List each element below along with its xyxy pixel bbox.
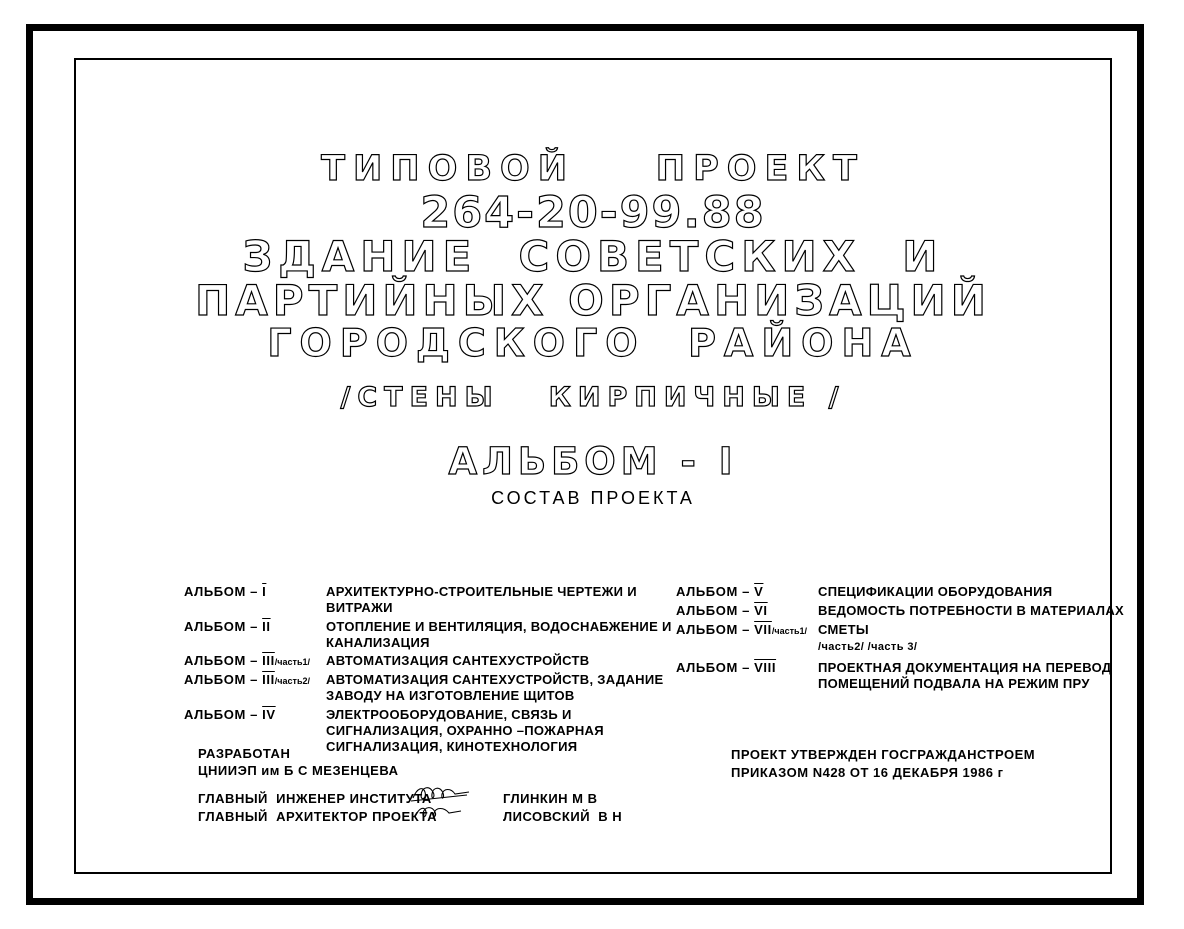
list-item: [184, 672, 704, 704]
signature-name: ЛИСОВСКИЙ В Н: [503, 808, 623, 824]
list-item: [184, 653, 704, 669]
album-entry-extra-parts: /часть2/ /часть 3/: [818, 640, 918, 653]
contents-column-right: [676, 584, 1176, 695]
list-item: [676, 660, 1176, 692]
signature-role: ГЛАВНЫЙ АРХИТЕКТОР ПРОЕКТА: [198, 808, 437, 824]
contents-heading: СОСТАВ ПРОЕКТА: [491, 488, 695, 508]
page-title-line-2: ПАРТИЙНЫХ ОРГАНИЗАЦИЙ: [195, 276, 991, 325]
list-item: [676, 622, 1176, 638]
album-entry-label: АЛЬБОМ – $\overline{III}/часть2/$: [184, 672, 310, 688]
album-entry-description: ЭЛЕКТРООБОРУДОВАНИЕ, СВЯЗЬ И СИГНАЛИЗАЦИЯ, ОХРАННО –ПОЖАРНАЯ СИГНАЛИЗАЦИЯ, КИНОТЕХНОЛОГИЯ: [326, 707, 604, 754]
drawing-sheet-outer-border: [26, 24, 1144, 905]
album-entry-description: ПРОЕКТНАЯ ДОКУМЕНТАЦИЯ НА ПЕРЕВОД ПОМЕЩЕНИЙ ПОДВАЛА НА РЕЖИМ ПРУ: [818, 660, 1112, 692]
page-subtitle: /СТЕНЫ КИРПИЧНЫЕ /: [340, 382, 846, 413]
album-entry-label: АЛЬБОМ – $\overline{VI}$: [676, 602, 768, 618]
album-entry-label: АЛЬБОМ – $\overline{II}$: [184, 618, 271, 634]
handwritten-signature-icon: [413, 808, 503, 824]
album-entry-description: ВЕДОМОСТЬ ПОТРЕБНОСТИ В МАТЕРИАЛАХ: [818, 602, 1125, 618]
developer-label: РАЗРАБОТАН: [198, 746, 291, 761]
approval-line-2: ПРИКАЗОМ N428 ОТ 16 ДЕКАБРЯ 1986 г: [731, 764, 1004, 780]
list-item: [184, 584, 704, 616]
album-entry-label: АЛЬБОМ – $\overline{V}$: [676, 584, 764, 599]
document-kicker: ТИПОВОЙ ПРОЕКТ: [321, 149, 865, 189]
album-entry-description: СМЕТЫ: [818, 621, 869, 637]
signature-name: ГЛИНКИН М В: [503, 791, 598, 806]
album-entry-label: АЛЬБОМ – $\overline{I}$: [184, 584, 267, 599]
album-entry-label: АЛЬБОМ – VIII: [676, 660, 777, 676]
album-label: АЛЬБОМ - I: [448, 440, 738, 483]
album-entry-description: АВТОМАТИЗАЦИЯ САНТЕХУСТРОЙСТВ: [326, 653, 590, 669]
project-number: 264-20-99.88: [420, 188, 766, 238]
developer-block: [198, 746, 398, 780]
approval-block: [731, 746, 1035, 781]
album-entry-label: АЛЬБОМ – $\overline{VII}/часть1/$: [676, 621, 808, 637]
list-item: [184, 619, 704, 651]
page-title-line-1: ЗДАНИЕ СОВЕТСКИХ И: [242, 232, 944, 281]
list-item: [676, 584, 1176, 600]
album-entry-description: ОТОПЛЕНИЕ И ВЕНТИЛЯЦИЯ, ВОДОСНАБЖЕНИЕ И КАНАЛИЗАЦИЯ: [326, 618, 672, 650]
developer-value: ЦНИИЭП им Б С МЕЗЕНЦЕВА: [198, 762, 399, 778]
album-entry-label: АЛЬБОМ – $\overline{III}/часть1/$: [184, 653, 310, 669]
page-title-line-3: ГОРОДСКОГО РАЙОНА: [267, 321, 919, 365]
title-block: [76, 149, 1110, 509]
list-item: [676, 603, 1176, 619]
album-entry-description: АВТОМАТИЗАЦИЯ САНТЕХУСТРОЙСТВ, ЗАДАНИЕ ЗАВОДУ НА ИЗГОТОВЛЕНИЕ ЩИТОВ: [326, 672, 664, 704]
album-entry-description: АРХИТЕКТУРНО-СТРОИТЕЛЬНЫЕ ЧЕРТЕЖИ И ВИТРАЖИ: [326, 584, 637, 615]
drawing-sheet-inner-frame: [74, 58, 1125, 874]
signature-role: ГЛАВНЫЙ ИНЖЕНЕР ИНСТИТУТА: [198, 791, 432, 806]
contents-column-left: [184, 584, 704, 758]
album-entry-label: АЛЬБОМ – $\overline{IV}$: [184, 707, 276, 723]
album-entry-description: СПЕЦИФИКАЦИИ ОБОРУДОВАНИЯ: [818, 584, 1053, 599]
signature-block: [198, 790, 622, 825]
signature-row: [198, 808, 622, 826]
approval-line-1: ПРОЕКТ УТВЕРЖДЕН ГОСГРАЖДАНСТРОЕМ: [731, 747, 1036, 762]
